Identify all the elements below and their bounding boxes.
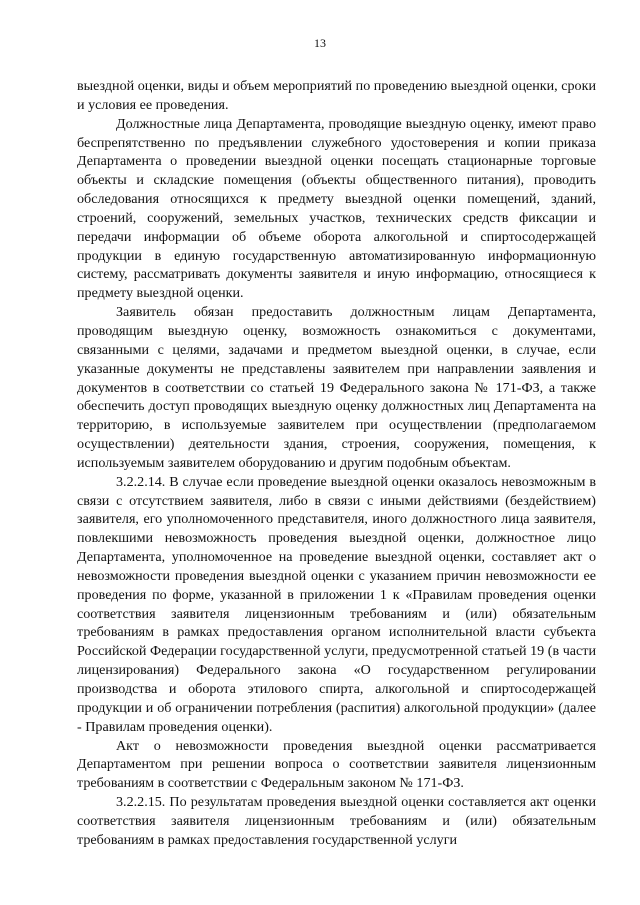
paragraph-3-2-2-15: 3.2.2.15. По результатам проведения выездной оценки составляется акт оценки соответствия заявителя лицензионным требованиям и (или) обязательным требованиям в рамках предоставления государственной услуги [77, 794, 596, 848]
page-number: 13 [314, 36, 326, 50]
paragraph-continuation: выездной оценки, виды и объем мероприятий по проведению выездной оценки, сроки и условия ее проведения. [77, 78, 596, 113]
paragraph-officials-rights: Должностные лица Департамента, проводящие выездную оценку, имеют право беспрепятственно по предъявлении служебного удостоверения и копии приказа Департамента о проведении выездной оценки посещать стационарные торговые объекты и складские помещения (объекты общественного питания), проводить обследования относящихся к предмету выездной оценки помещений, зданий, строений, сооружений, земельных участков, технических средств фиксации и передачи информации об объеме оборота алкогольной и спиртосодержащей продукции в единую государственную автоматизированную информационную систему, рассматривать документы заявителя и иную информацию, относящиеся к предмету выездной оценки. [77, 115, 596, 302]
paragraph-3-2-2-14: 3.2.2.14. В случае если проведение выездной оценки оказалось невозможным в связи с отсутствием заявителя, либо в связи с иными действиями (бездействием) заявителя, его уполномоченного представителя, иного должностного лица заявителя, повлекшими невозможность проведения выездной оценки, должностное лицо Департамента, уполномоченное на проведение выездной оценки, составляет акт о невозможности проведения выездной оценки с указанием причин невозможности ее проведения по форме, указанной в приложении 1 к «Правилам проведения оценки соответствия заявителя лицензионным требованиям и (или) обязательным требованиям в рамках предоставления органом исполнительной власти субъекта Российской Федерации государственной услуги, предусмотренной статьей 19 (в части лицензирования) Федерального закона «О государственном регулировании производства и оборота этилового спирта, алкогольной и спиртосодержащей продукции и об ограничении потребления (распития) алкогольной продукции» (далее - Правилам проведения оценки). [77, 473, 596, 735]
paragraph-act-review: Акт о невозможности проведения выездной оценки рассматривается Департаментом при решении вопроса о соответствии заявителя лицензионным требованиям в соответствии с Федеральным законом № 171-ФЗ. [77, 737, 596, 792]
document-body [77, 77, 596, 850]
paragraph-applicant-obligations: Заявитель обязан предоставить должностным лицам Департамента, проводящим выездную оценку, возможность ознакомиться с документами, связанными с целями, задачами и предметом выездной оценки, в случае, если указанные документы не представлены заявителем при направлении заявления и документов в соответствии со статьей 19 Федерального закона № 171-ФЗ, а также обеспечить доступ проводящих выездную оценку должностных лиц Департамента на территорию, в используемые заявителем при осуществлении (предполагаемом осуществлении) деятельности здания, строения, сооружения, помещения, к используемым заявителем оборудованию и другим подобным объектам. [77, 304, 596, 471]
